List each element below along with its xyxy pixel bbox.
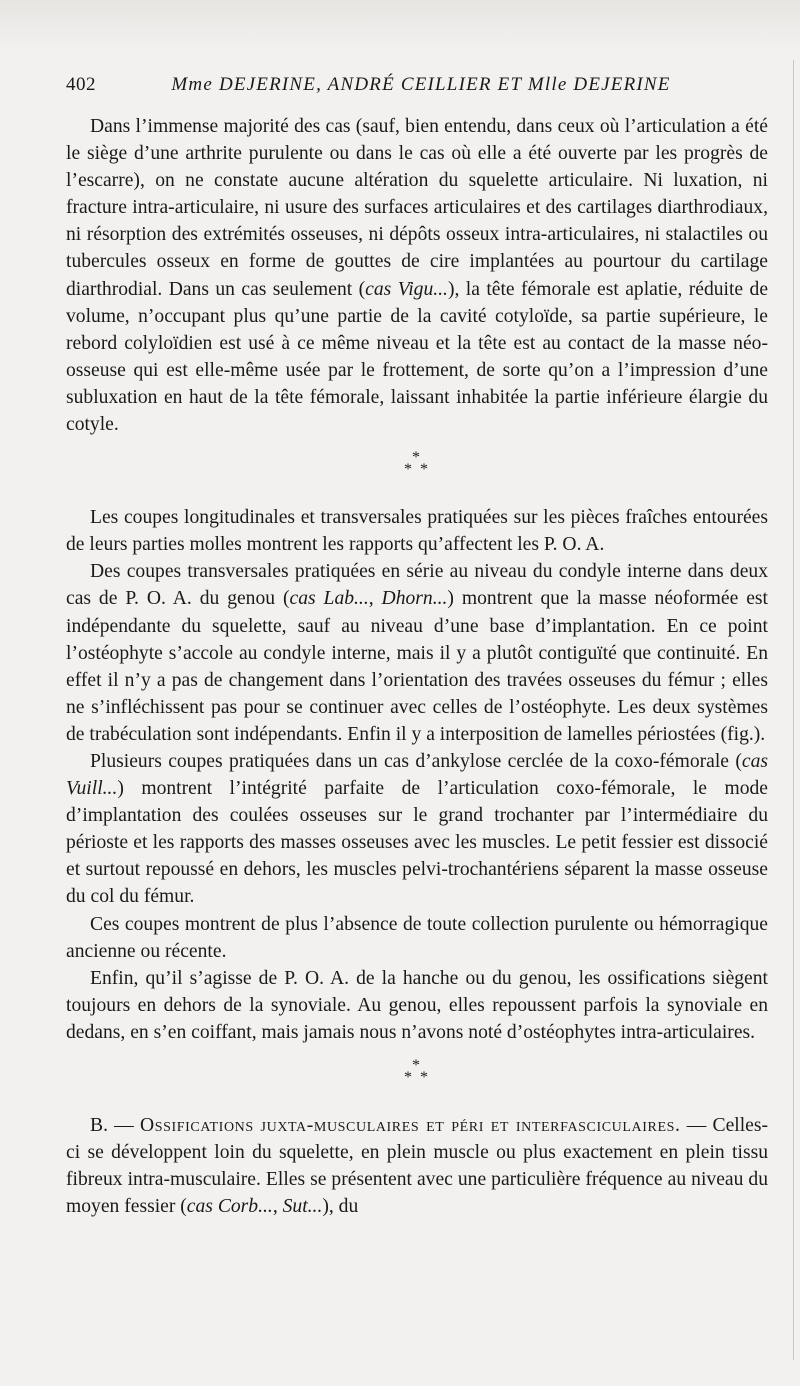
paragraph-4: Plusieurs coupes pratiquées dans un cas d’ankylose cerclée de la coxo-fémorale (cas Vuill...) montrent l’intégrité parfaite de l’articulation coxo-fémorale, le mode d’implantation des coulées osseuses sur le grand trochanter par l’intermédiaire du périoste et les rapports des masses osseuses avec les muscles. Le petit fessier est dissocié et surtout repoussé en dehors, les muscles pelvi-trochantériens séparent la masse osseuse du col du fémur. [66,750,768,908]
paragraph-1: Dans l’immense majorité des cas (sauf, bien entendu, dans ceux où l’articulation a été le siège d’une arthrite purulente ou dans le cas où elle a été ouverte par les progrès de l’escarre), on ne constate aucune altération du squelette articulaire. Ni luxation, ni fracture intra-articulaire, ni usure des surfaces articulaires et des cartilages diarthrodiaux, ni résorption des extrémités osseuses, ni dépôts osseux intra-articulaires, ni stalactiles ou tubercules osseux en forme de gouttes de cire implantées au pourtour du cartilage diarthrodial. Dans un cas seulement (cas Vigu...), la tête fémorale est aplatie, réduite de volume, n’occupant plus qu’une partie de la cavité cotyloïde, sa partie supérieure, le rebord colyloïdien est usé à ce même niveau et la tête est au contact de la masse néo-osseuse qui est elle-même usée par le frottement, de sorte qu’on a l’impression d’une subluxation en haut de la tête fémorale, laissant inhabitée la partie inférieure élargie du cotyle. [66,116,769,436]
case-citation: cas Vuill... [66,750,768,800]
asterism-1: * * * [404,449,430,479]
section-heading: Ossifications juxta-musculaires et péri et interfasciculaires. [140,1115,681,1136]
asterism-2: * * * [404,1057,430,1086]
paragraph-2: Les coupes longitudinales et transversales pratiquées sur les pièces fraîches entourées de leurs parties molles montrent les rapports qu’affectent les P. O. A. [66,507,768,556]
paragraph-3: Des coupes transversales pratiquées en série au niveau du condyle interne dans deux cas de P. O. A. du genou (cas Lab..., Dhorn...) montrent que la masse néoformée est indépendante du squelette, sauf au niveau d’une base d’implantation. En ce point l’ostéophyte s’accole au condyle interne, mais il y a plutôt contiguïté que continuité. En effet il n’y a pas de changement dans l’orientation des travées osseuses du fémur ; elles ne s’infléchissent pas pour se continuer avec celles de l’ostéophyte. Les deux systèmes de trabéculation sont indépendants. Enfin il y a interposition de lamelles périostées (fig.). [66,561,768,745]
paragraph-6: Enfin, qu’il s’agisse de P. O. A. de la hanche ou du genou, les ossifications siègent toujours en dehors de la synoviale. Au genou, elles repoussent parfois la synoviale en dedans, en s’en coiffant, mais jamais nous n’avons noté d’ostéophytes intra-articulaires. [66,967,768,1043]
scan-right-edge [793,60,800,1360]
case-citation: Sut... [282,1196,323,1218]
case-citation: cas Vigu... [365,278,448,300]
case-citation: cas Corb... [186,1196,273,1218]
paragraph-5: Ces coupes montrent de plus l’absence de toute collection purulente ou hémorragique ancienne ou récente. [66,913,768,962]
section-label: B. — [90,1115,134,1136]
case-citation: Dhorn... [381,588,448,610]
scan-top-edge [0,0,800,50]
running-head: Mme DEJERINE, ANDRÉ CEILLIER ET Mlle DEJERINE [171,74,671,95]
paragraph-7: B. — Ossifications juxta-musculaires et péri et interfasciculaires. — Celles-ci se développent loin du squelette, en plein muscle ou plus exactement en plein tissu fibreux intra-musculaire. Elles se présentent avec une particulière fréquence au niveau du moyen fessier (cas Corb..., Sut...), du [66,1115,768,1218]
page-number: 402 [66,74,96,95]
body-text [66,113,768,1220]
case-citation: cas Lab... [289,588,369,610]
page-header [66,74,710,96]
